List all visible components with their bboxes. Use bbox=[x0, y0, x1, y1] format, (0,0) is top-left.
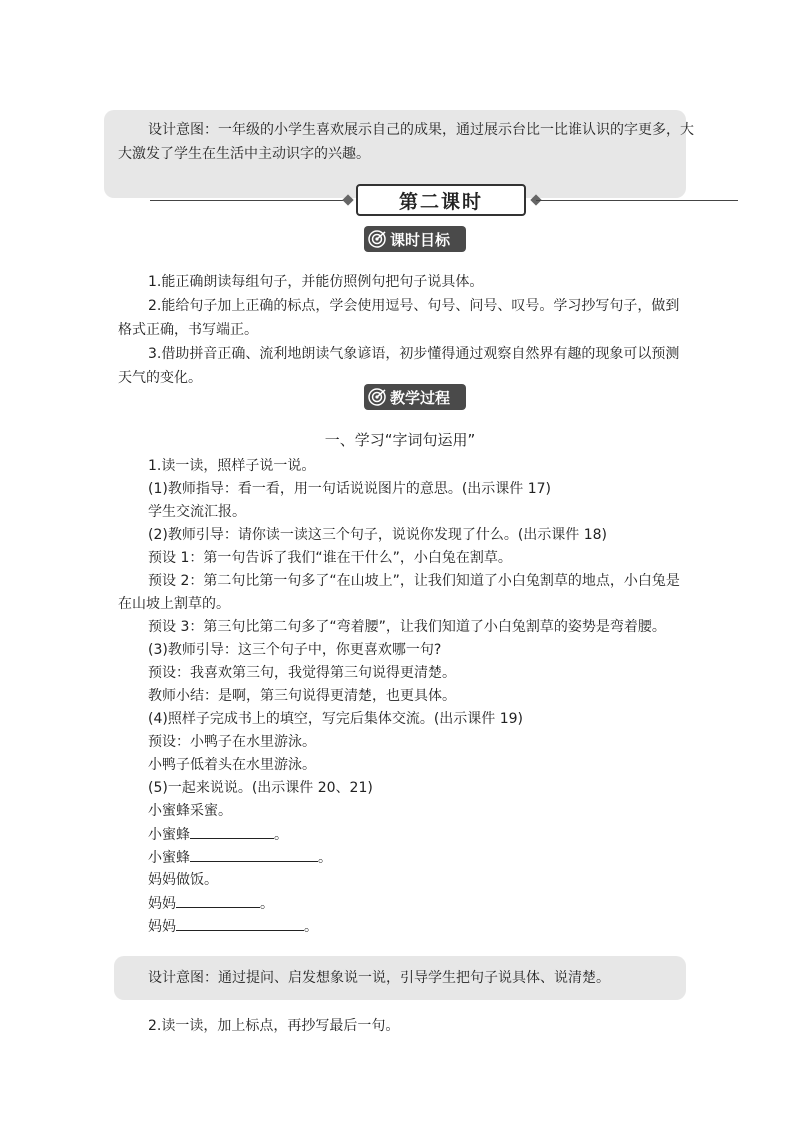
body-line: 在山坡上割草的。 bbox=[118, 596, 230, 612]
fill-blank-line bbox=[148, 824, 288, 845]
body-line: 学生交流汇报。 bbox=[148, 504, 246, 520]
body-line: 预设 2：第二句比第一句多了“在山坡上”，让我们知道了小白兔割草的地点，小白兔是 bbox=[148, 573, 680, 589]
fill-blank-prefix: 小蜜蜂 bbox=[148, 850, 190, 866]
body-line: 预设：我喜欢第三句，我觉得第三句说得更清楚。 bbox=[148, 665, 456, 681]
body-line: (3)教师引导：这三个句子中，你更喜欢哪一句? bbox=[148, 642, 442, 658]
fill-blank-period: 。 bbox=[260, 896, 274, 912]
design-intent-line-1: 设计意图：一年级的小学生喜欢展示自己的成果，通过展示台比一比谁认识的字更多，大 bbox=[148, 122, 694, 138]
body-line: (5)一起来说说。(出示课件 20、21) bbox=[148, 780, 373, 796]
body-line: 1.读一读，照样子说一说。 bbox=[148, 458, 316, 474]
body-line: 预设：小鸭子在水里游泳。 bbox=[148, 734, 316, 750]
body-line: (4)照样子完成书上的填空，写完后集体交流。(出示课件 19) bbox=[148, 711, 524, 727]
fill-blank[interactable] bbox=[190, 847, 318, 862]
lesson-title: 第二课时 bbox=[356, 184, 526, 216]
fill-blank-period: 。 bbox=[304, 919, 318, 935]
fill-blank-line bbox=[148, 893, 274, 914]
body-line: 小鸭子低着头在水里游泳。 bbox=[148, 757, 316, 773]
body-line-last: 2.读一读，加上标点，再抄写最后一句。 bbox=[148, 1018, 400, 1034]
teaching-process-badge bbox=[364, 384, 466, 410]
fill-blank-prefix: 妈妈 bbox=[148, 919, 176, 935]
section-heading: 一、学习“字词句运用” bbox=[324, 431, 476, 449]
body-line: 预设 1：第一句告诉了我们“谁在干什么”，小白兔在割草。 bbox=[148, 550, 512, 566]
goal-2-line-1: 2.能给句子加上正确的标点，学会使用逗号、句号、问号、叹号。学习抄写句子，做到 bbox=[148, 298, 680, 314]
body-line: (1)教师指导：看一看，用一句话说说图片的意思。(出示课件 17) bbox=[148, 481, 552, 497]
goal-2-line-2: 格式正确，书写端正。 bbox=[118, 322, 258, 338]
target-icon bbox=[364, 384, 390, 410]
title-rule-left bbox=[150, 200, 346, 201]
lesson-goals-label: 课时目标 bbox=[390, 230, 451, 249]
goal-1: 1.能正确朗读每组句子，并能仿照例句把句子说具体。 bbox=[148, 274, 484, 290]
design-intent-2-text: 设计意图：通过提问、启发想象说一说，引导学生把句子说具体、说清楚。 bbox=[148, 970, 610, 986]
target-icon bbox=[364, 226, 390, 252]
lesson-goals-badge bbox=[364, 226, 466, 252]
body-line: 妈妈做饭。 bbox=[148, 872, 218, 888]
fill-blank[interactable] bbox=[176, 916, 304, 931]
fill-blank-prefix: 小蜜蜂 bbox=[148, 827, 190, 843]
fill-blank[interactable] bbox=[176, 893, 260, 908]
design-intent-line-2: 大激发了学生在生活中主动识字的兴趣。 bbox=[118, 146, 370, 162]
goal-3-line-2: 天气的变化。 bbox=[118, 370, 202, 386]
body-line: 小蜜蜂采蜜。 bbox=[148, 803, 232, 819]
teaching-process-label: 教学过程 bbox=[390, 388, 451, 407]
fill-blank-period: 。 bbox=[318, 850, 332, 866]
fill-blank-period: 。 bbox=[274, 827, 288, 843]
fill-blank-prefix: 妈妈 bbox=[148, 896, 176, 912]
title-rule-right bbox=[536, 200, 738, 201]
body-line: 教师小结：是啊，第三句说得更清楚，也更具体。 bbox=[148, 688, 456, 704]
fill-blank-line bbox=[148, 916, 318, 937]
fill-blank-line bbox=[148, 847, 332, 868]
goal-3-line-1: 3.借助拼音正确、流利地朗读气象谚语，初步懂得通过观察自然界有趣的现象可以预测 bbox=[148, 346, 680, 362]
body-line: (2)教师引导：请你读一读这三个句子，说说你发现了什么。(出示课件 18) bbox=[148, 527, 608, 543]
body-line: 预设 3：第三句比第二句多了“弯着腰”，让我们知道了小白兔割草的姿势是弯着腰。 bbox=[148, 619, 666, 635]
fill-blank[interactable] bbox=[190, 824, 274, 839]
